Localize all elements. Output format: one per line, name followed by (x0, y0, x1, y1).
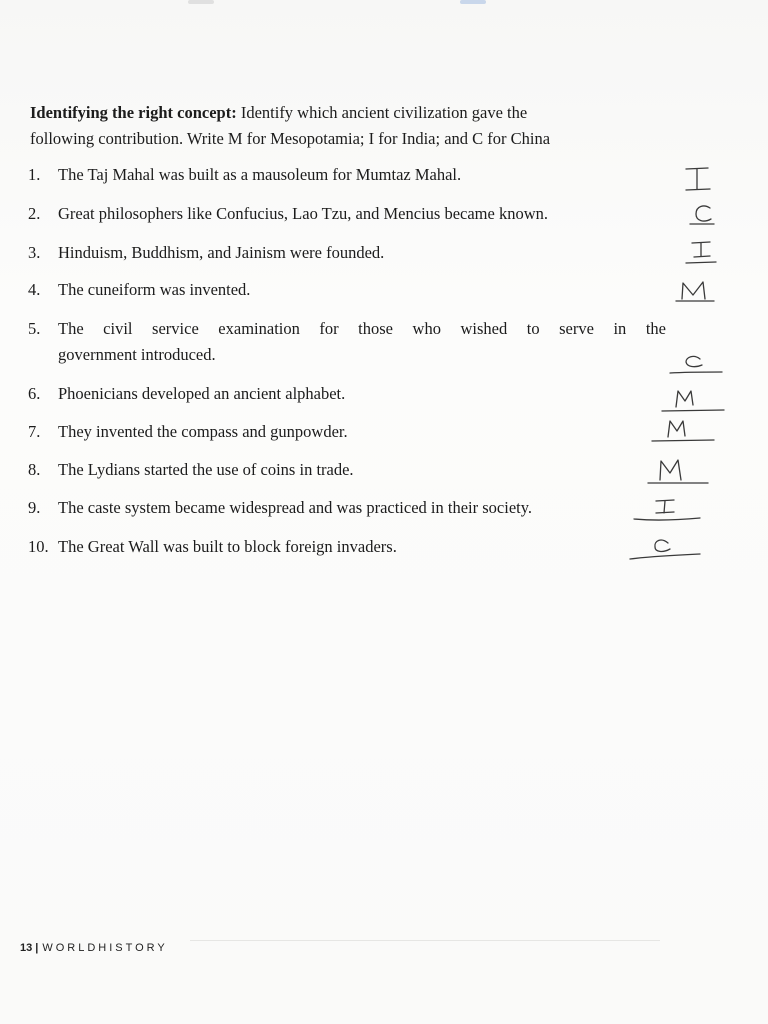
handwritten-answer (632, 494, 702, 524)
question-text: Hinduism, Buddhism, and Jainism were founded. (58, 243, 385, 262)
handwritten-answer (648, 455, 718, 485)
question-number: 4. (28, 280, 41, 299)
instructions-text-line2: following contribution. Write M for Mesopotamia; I for India; and C for China (30, 129, 551, 148)
question-text: The Taj Mahal was built as a mausoleum for Mumtaz Mahal. (58, 165, 462, 184)
instructions (30, 100, 670, 152)
question-text: Phoenicians developed an ancient alphabet. (58, 384, 346, 403)
handwritten-answer (672, 236, 742, 266)
question-text: They invented the compass and gunpowder. (58, 422, 348, 441)
question-number: 10. (28, 537, 49, 556)
handwritten-answer (672, 275, 742, 305)
question-item (28, 381, 668, 407)
question-item (28, 240, 668, 266)
footer-separator: | (35, 942, 39, 954)
question-text: The cuneiform was invented. (58, 280, 251, 299)
scan-mark (188, 0, 214, 4)
handwritten-answer (672, 200, 742, 230)
footer-title: WORLDHISTORY (42, 942, 168, 954)
page-footer (20, 942, 168, 954)
question-number: 7. (28, 422, 41, 441)
question-item (28, 316, 668, 368)
page-number: 13 (20, 942, 33, 954)
question-text: The civil service examination for those who wished to serve in the (58, 319, 666, 338)
question-text: The caste system became widespread and was practiced in their society. (58, 498, 533, 517)
footer-rule (190, 940, 660, 941)
handwritten-answer (664, 348, 734, 378)
handwritten-answer (630, 532, 700, 562)
instructions-heading: Identifying the right concept: (30, 103, 237, 122)
question-number: 6. (28, 384, 41, 403)
handwritten-answer (672, 164, 742, 194)
question-text: Great philosophers like Confucius, Lao Tzu, and Mencius became known. (58, 204, 548, 223)
scan-mark (460, 0, 486, 4)
question-number: 1. (28, 165, 41, 184)
question-item (28, 201, 668, 227)
question-item (28, 277, 668, 303)
question-number: 9. (28, 498, 41, 517)
question-number: 3. (28, 243, 41, 262)
question-text-continued: government introduced. (58, 345, 216, 364)
question-item (28, 534, 668, 560)
question-item (28, 162, 668, 188)
question-item (28, 457, 668, 483)
instructions-text: Identify which ancient civilization gave the (240, 103, 528, 122)
question-item (28, 419, 668, 445)
handwritten-answer (660, 385, 730, 415)
question-item (28, 495, 668, 521)
question-number: 2. (28, 204, 41, 223)
handwritten-answer (652, 415, 722, 445)
question-text: The Lydians started the use of coins in trade. (58, 460, 354, 479)
question-number: 5. (28, 319, 41, 338)
question-text: The Great Wall was built to block foreign invaders. (58, 537, 397, 556)
question-number: 8. (28, 460, 41, 479)
